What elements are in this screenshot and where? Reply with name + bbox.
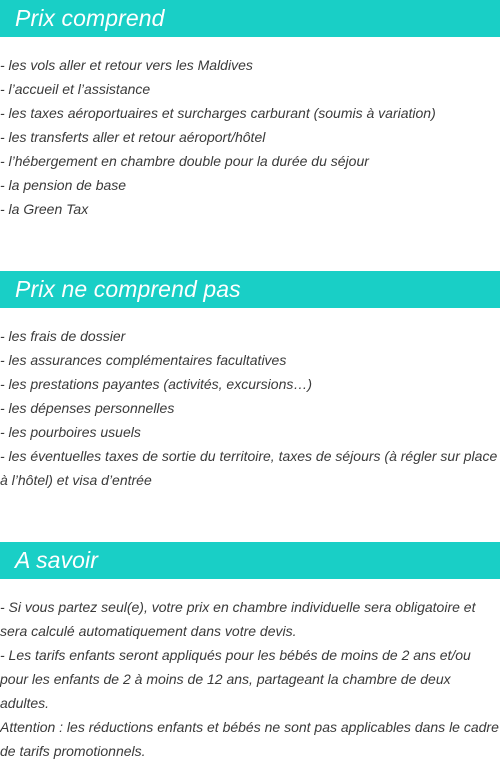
list-item: - l’hébergement en chambre double pour la durée du séjour — [0, 153, 369, 169]
list-item: - les prestations payantes (activités, excursions…) — [0, 376, 313, 392]
list-item: - la Green Tax — [0, 201, 89, 217]
list-item: - les pourboires usuels — [0, 424, 141, 440]
section-title: Prix ne comprend pas — [15, 276, 241, 302]
list-item: - l’accueil et l’assistance — [0, 81, 151, 97]
list-item: - les transferts aller et retour aéroport/hôtel — [0, 129, 266, 145]
section-header-prix-comprend — [0, 0, 500, 37]
list-item: - les assurances complémentaires facultatives — [0, 352, 287, 368]
not-included-list — [0, 324, 500, 492]
section-header-prix-ne-comprend-pas — [0, 271, 500, 308]
list-item: - les taxes aéroportuaires et surcharges carburant (soumis à variation) — [0, 105, 436, 121]
list-item: - la pension de base — [0, 177, 127, 193]
section-title: Prix comprend — [15, 5, 165, 31]
list-item: - les vols aller et retour vers les Maldives — [0, 57, 253, 73]
list-item: - Les tarifs enfants seront appliqués pour les bébés de moins de 2 ans et/ou pour les enfants de 2 à moins de 12 ans, partageant la chambre de deux adultes. — [0, 647, 471, 711]
list-item: - les éventuelles taxes de sortie du territoire, taxes de séjours (à régler sur place à l’hôtel) et visa d’entrée — [0, 448, 498, 488]
list-item: - les dépenses personnelles — [0, 400, 175, 416]
included-list — [0, 53, 500, 221]
section-header-a-savoir — [0, 542, 500, 579]
list-item: - Si vous partez seul(e), votre prix en chambre individuelle sera obligatoire et sera calculé automatiquement dans votre devis. — [0, 599, 476, 639]
section-title: A savoir — [15, 547, 99, 573]
list-item: - les frais de dossier — [0, 328, 126, 344]
list-item: Attention : les réductions enfants et bébés ne sont pas applicables dans le cadre de tarifs promotionnels. — [0, 719, 499, 759]
good-to-know-list — [0, 595, 500, 763]
